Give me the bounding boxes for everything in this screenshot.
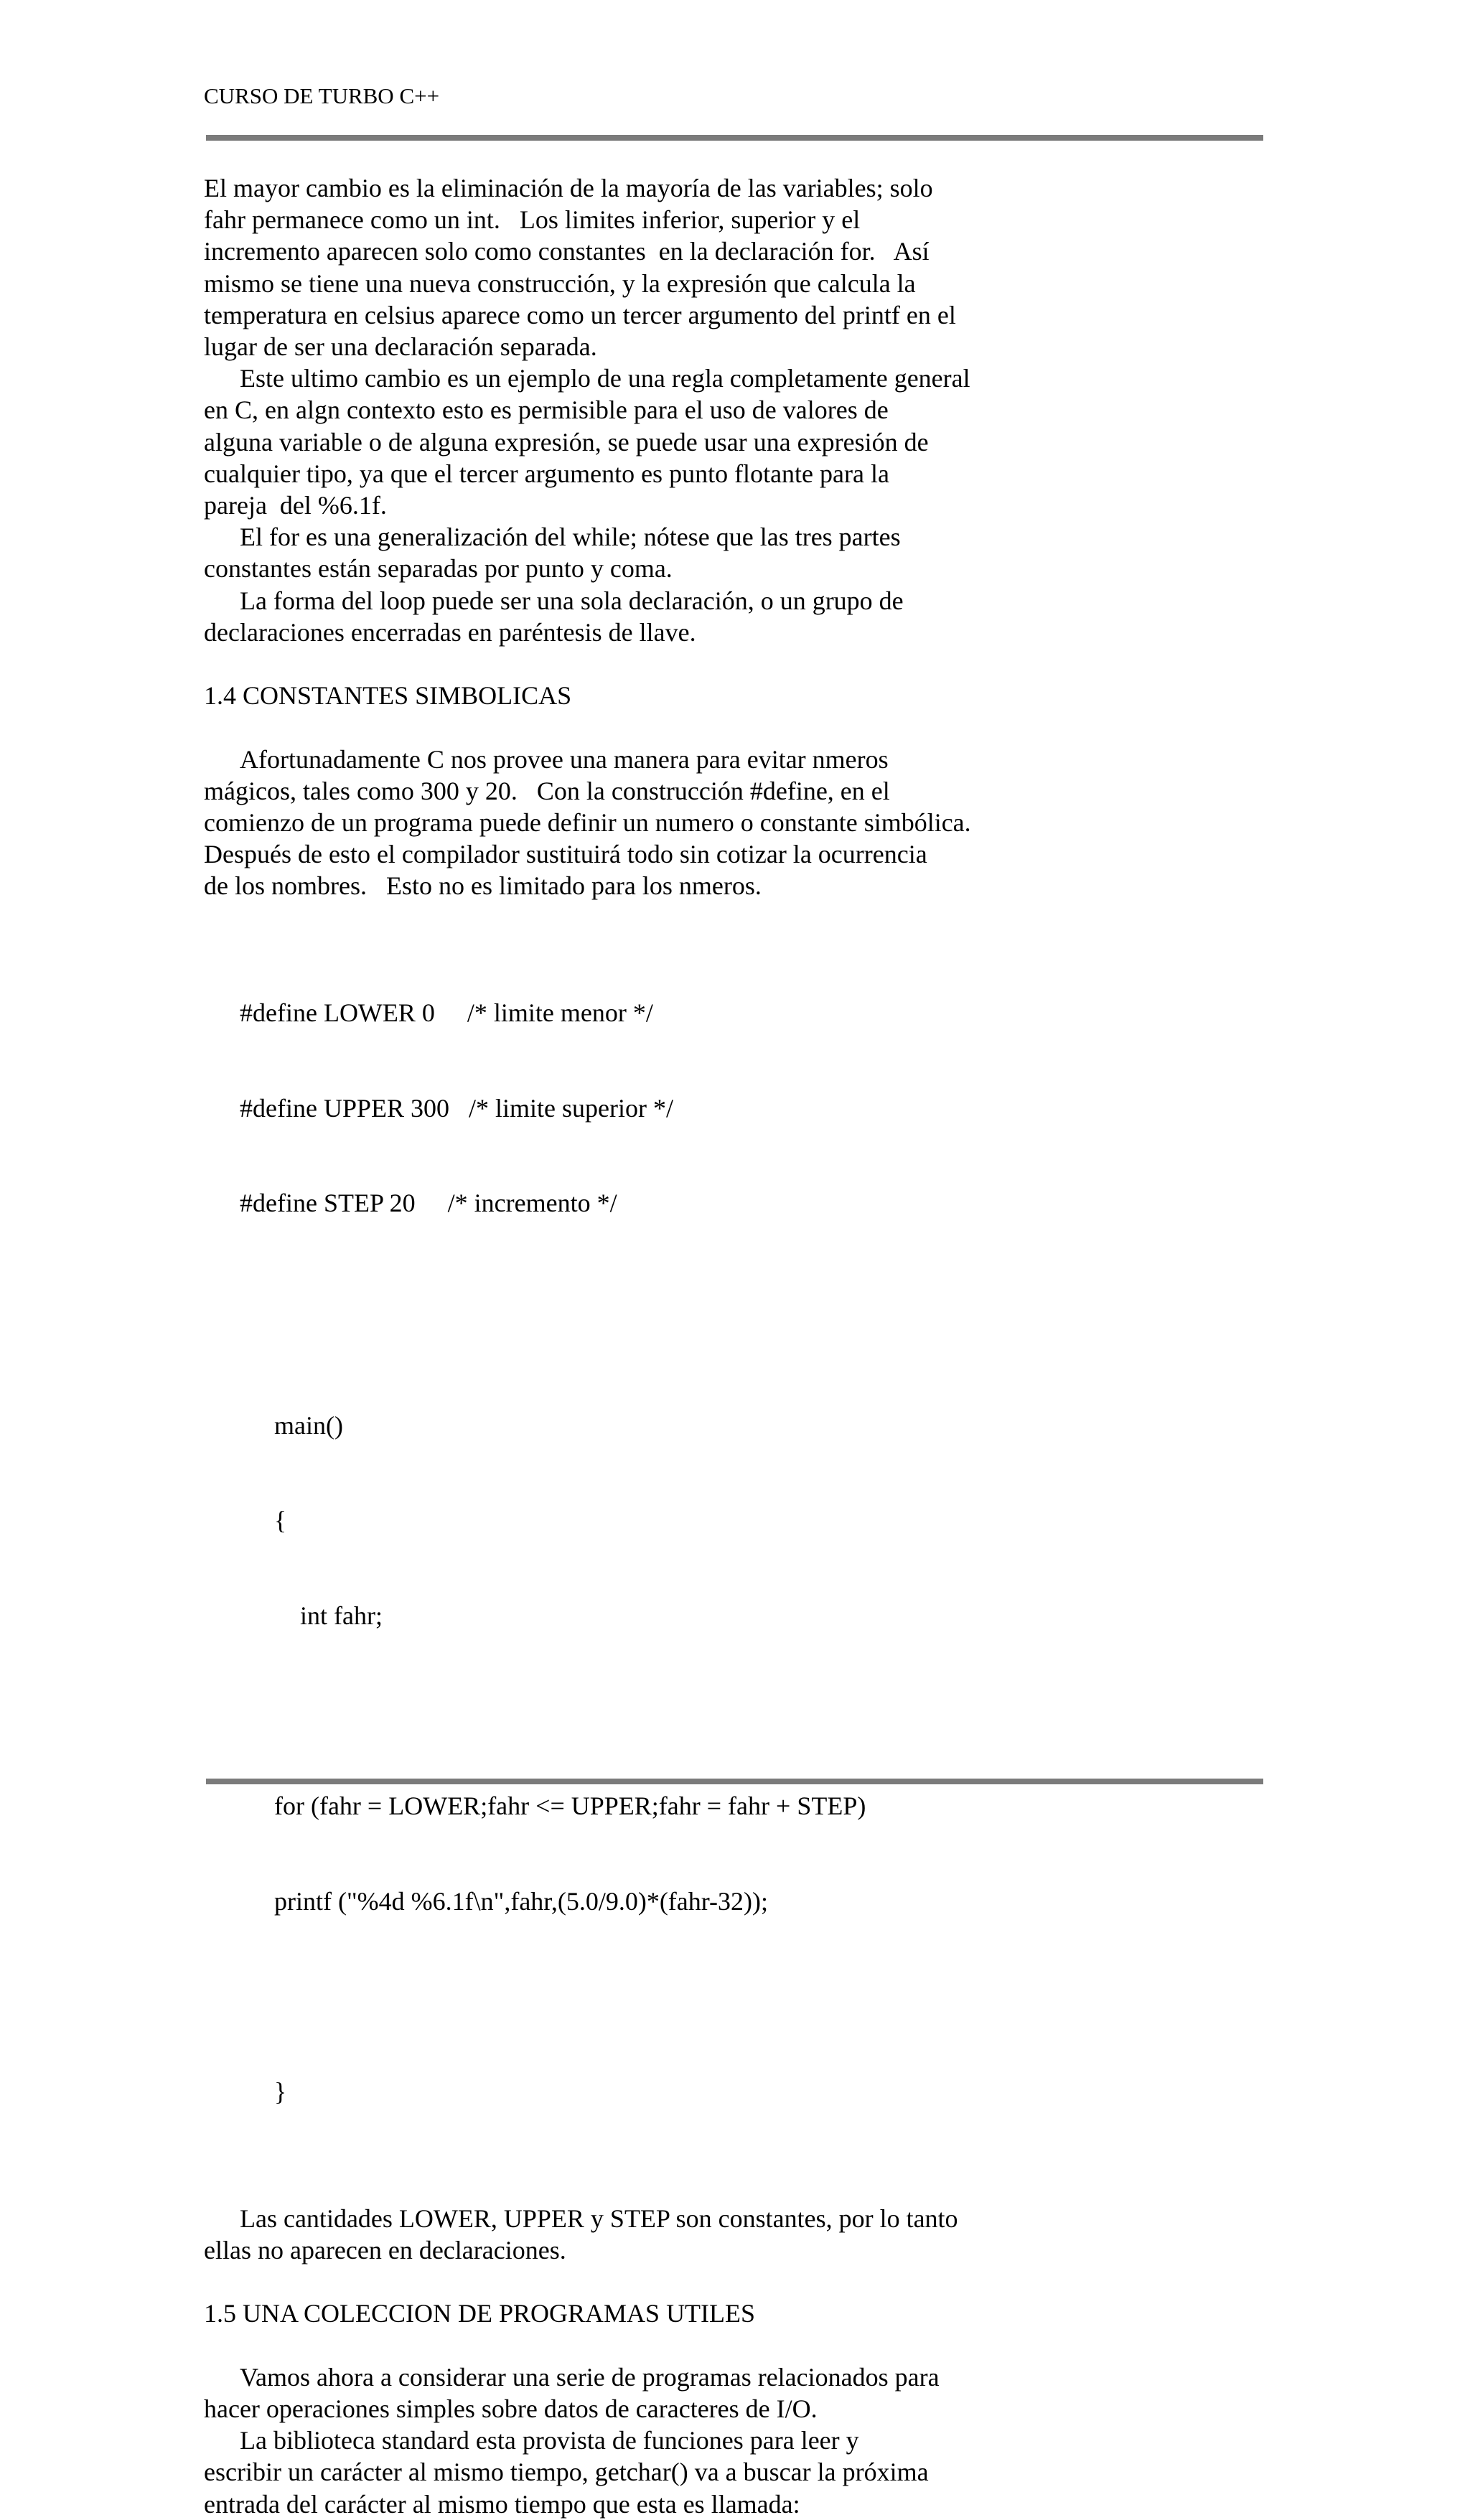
text-line: escribir un carácter al mismo tiempo, getchar() va a buscar la próxima (204, 2458, 929, 2487)
text-line: El for es una generalización del while; nótese que las tres partes (240, 523, 901, 552)
paragraph (204, 2203, 1266, 2266)
spacer (274, 1695, 1266, 1727)
text-line: entrada del carácter al mismo tiempo que esta es llamada: (204, 2489, 800, 2519)
text-line: Vamos ahora a considerar una serie de programas relacionados para (240, 2362, 940, 2392)
text-line: en C, en algn contexto esto es permisible para el uso de valores de (204, 395, 889, 425)
code-line: printf ("%4d %6.1f\n",fahr,(5.0/9.0)*(fahr-32)); (274, 1886, 769, 1916)
define-block (204, 934, 1266, 1283)
spacer (274, 1980, 1266, 2012)
paragraph (204, 744, 1266, 902)
running-header: CURSO DE TURBO C++ (204, 83, 440, 108)
code-line: #define LOWER 0 /* limite menor */ (240, 998, 653, 1028)
code-line: { (274, 1506, 287, 1535)
code-line: for (fahr = LOWER;fahr <= UPPER;fahr = fahr + STEP) (274, 1791, 866, 1821)
spacer (204, 2171, 1266, 2203)
code-line: main() (274, 1410, 343, 1440)
text-line: La biblioteca standard esta provista de funciones para leer y (240, 2426, 859, 2455)
text-line: incremento aparecen solo como constantes en la declaración for. Así (204, 237, 930, 266)
text-line: declaraciones encerradas en paréntesis de llave. (204, 617, 696, 647)
paragraph (204, 2425, 1266, 2520)
footer-rule (206, 1779, 1263, 1784)
text-line: comienzo de un programa puede definir un numero o constante simbólica. (204, 808, 971, 838)
text-line: pareja del %6.1f. (204, 491, 387, 520)
section-heading: 1.4 CONSTANTES SIMBOLICAS (204, 681, 572, 711)
text-line: El mayor cambio es la eliminación de la mayoría de las variables; solo (204, 174, 933, 202)
header-rule (206, 135, 1263, 141)
text-line: alguna variable o de alguna expresión, se puede usar una expresión de (204, 427, 929, 456)
paragraph (204, 172, 1266, 362)
code-line: #define UPPER 300 /* limite superior */ (240, 1093, 673, 1123)
text-line: cualquier tipo, ya que el tercer argumento es punto flotante para la (204, 459, 889, 488)
paragraph (204, 521, 1266, 584)
spacer (204, 902, 1266, 934)
section-heading: 1.5 UNA COLECCION DE PROGRAMAS UTILES (204, 2299, 756, 2328)
text-line: mágicos, tales como 300 y 20. Con la construcción #define, en el (204, 776, 890, 805)
code-line: #define STEP 20 /* incremento */ (240, 1189, 617, 1218)
text-line: hacer operaciones simples sobre datos de caracteres de I/O. (204, 2394, 818, 2424)
text-line: Después de esto el compilador sustituirá todo sin cotizar la ocurrencia (204, 840, 927, 869)
text-line: de los nombres. Esto no es limitado para los nmeros. (204, 871, 762, 901)
text-line: temperatura en celsius aparece como un tercer argumento del printf en el (204, 300, 956, 329)
paragraph (204, 362, 1266, 521)
text-line: ellas no aparecen en declaraciones. (204, 2236, 566, 2265)
text-line: La forma del loop puede ser una sola declaración, o un grupo de (240, 586, 904, 615)
code-line: int fahr; (274, 1601, 383, 1631)
spacer (204, 1283, 1266, 1314)
text-line: Este ultimo cambio es un ejemplo de una regla completamente general (240, 364, 970, 393)
text-line: Afortunadamente C nos provee una manera para evitar nmeros (240, 744, 889, 774)
page-body (204, 172, 1266, 2520)
text-line: constantes están separadas por punto y coma. (204, 554, 673, 584)
text-line: lugar de ser una declaración separada. (204, 332, 597, 362)
code-line: } (274, 2077, 287, 2107)
text-line: Las cantidades LOWER, UPPER y STEP son constantes, por lo tanto (240, 2203, 958, 2233)
text-line: mismo se tiene una nueva construcción, y la expresión que calcula la (204, 268, 916, 298)
paragraph (204, 2361, 1266, 2425)
paragraph (204, 585, 1266, 648)
spacer (204, 1314, 1266, 1346)
code-block (204, 1346, 1266, 2170)
text-line: fahr permanece como un int. Los limites inferior, superior y el (204, 205, 861, 235)
